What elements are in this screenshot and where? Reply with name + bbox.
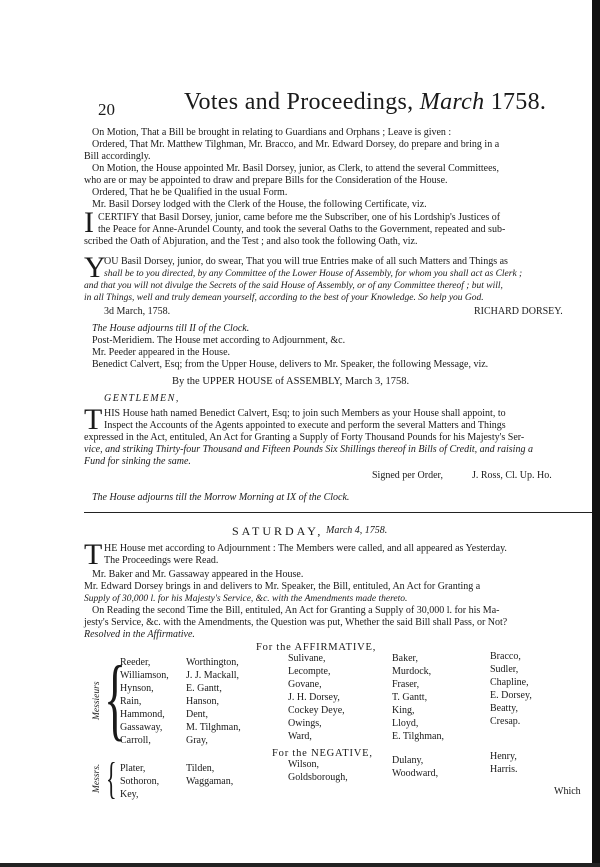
- affirmative-column: [392, 652, 444, 743]
- text-line: HIS House hath named Benedict Calvert, Esq; to join such Members as your House shall appoint, to: [104, 408, 506, 419]
- affirmative-column: [288, 652, 345, 743]
- salutation: GENTLEMEN,: [104, 393, 180, 404]
- member-name: E. Dorsey,: [490, 690, 532, 701]
- text-line: the Peace for Anne-Arundel County, and took the several Oaths to the Government, repeated and sub-: [98, 224, 506, 235]
- text-line: HE House met according to Adjournment : The Members were called, and all appeared as Yesterday.: [104, 543, 507, 554]
- text-line: shall be to you directed, by any Committee of the Lower House of Assembly, for whom you shall act as Clerk ;: [104, 269, 523, 279]
- bracket: {: [104, 647, 127, 749]
- member-name: Reeder,: [120, 657, 151, 668]
- member-name: Dulany,: [392, 755, 424, 766]
- member-name: M. Tilghman,: [186, 722, 241, 733]
- affirmative-heading: For the AFFIRMATIVE,: [256, 642, 377, 653]
- text-line: Bill accordingly.: [84, 151, 151, 162]
- member-name: Hanson,: [186, 696, 220, 707]
- bracket: {: [106, 754, 117, 803]
- text-line: Ordered, That he be Qualified in the usual Form.: [92, 187, 288, 198]
- scan-edge: [592, 0, 600, 867]
- scan-edge-bottom: [0, 863, 600, 867]
- text-line: The Proceedings were Read.: [104, 555, 219, 566]
- member-name: Sulivane,: [288, 653, 326, 664]
- text-line: Mr. Baker and Mr. Gassaway appeared in the House.: [92, 569, 304, 580]
- negative-column: [120, 762, 159, 801]
- day-heading: SATURDAY,: [232, 524, 324, 538]
- text-line: Mr. Edward Dorsey brings in and delivers to Mr. Speaker, the Bill, entituled, An Act for Granting a: [84, 581, 481, 592]
- member-name: Waggaman,: [186, 776, 234, 787]
- text-line: Benedict Calvert, Esq; from the Upper House, delivers to Mr. Speaker, the following Message, viz.: [92, 359, 489, 370]
- member-name: E. Gantt,: [186, 683, 222, 694]
- drop-cap: T: [84, 538, 103, 571]
- title-month: March: [419, 89, 485, 115]
- member-name: Cresap.: [490, 716, 521, 727]
- text-line: expressed in the Act, entituled, An Act for Granting a Supply of Forty Thousand Pounds for his Majesty's Ser-: [84, 432, 525, 443]
- member-name: Murdock,: [392, 666, 432, 677]
- member-name: Plater,: [120, 763, 146, 774]
- text-line: Supply of 30,000 l. for his Majesty's Service, &c. with the Amendments made thereto.: [84, 594, 408, 604]
- negative-column: [288, 758, 348, 784]
- member-name: Dent,: [186, 709, 208, 720]
- member-name: T. Gantt,: [392, 692, 428, 703]
- text-line: The House adjourns till the Morrow Morning at IX of the Clock.: [92, 492, 350, 503]
- text-line: in all Things, well and truly demean yourself, according to the best of your Knowledge. So help you God.: [84, 293, 484, 303]
- title-text: Votes and Proceedings,: [184, 89, 414, 115]
- negative-heading: For the NEGATIVE,: [272, 748, 373, 759]
- member-name: Harris.: [490, 764, 518, 775]
- member-name: Hammond,: [120, 709, 165, 720]
- member-name: Woodward,: [392, 768, 439, 779]
- message-heading: By the UPPER HOUSE of ASSEMBLY, March 3, 1758.: [172, 376, 410, 387]
- text-line: scribed the Oath of Abjuration, and the Test ; and also took the following Oath, viz.: [84, 236, 418, 247]
- affirmative-column: [186, 656, 241, 747]
- member-name: Sothoron,: [120, 776, 160, 787]
- negative-column: [490, 750, 518, 776]
- text-line: and that you will not divulge the Secrets of the said House of Assembly, or of any Committee thereof ; but will,: [84, 281, 503, 291]
- member-name: J. H. Dorsey,: [288, 692, 340, 703]
- text-line: Mr. Peeder appeared in the House.: [92, 347, 231, 358]
- text-line: Inspect the Accounts of the Agents appointed to execute and perform the several Matters and Things: [104, 420, 506, 431]
- text-line: Mr. Basil Dorsey lodged with the Clerk of the House, the following Certificate, viz.: [92, 199, 427, 210]
- member-name: Worthington,: [186, 657, 239, 668]
- member-name: Govane,: [288, 679, 322, 690]
- text-line: On Reading the second Time the Bill, entituled, An Act for Granting a Supply of 30,000 l. for his Ma-: [92, 605, 500, 616]
- drop-cap: T: [84, 403, 103, 436]
- text-line: On Motion, the House appointed Mr. Basil Dorsey, junior, as Clerk, to attend the several Committees,: [92, 163, 499, 174]
- page-title: [184, 89, 546, 116]
- text-line: OU Basil Dorsey, junior, do swear, That you will true Entries make of all such Matters and Things as: [104, 256, 508, 267]
- member-name: Rain,: [120, 696, 142, 707]
- text-line: Resolved in the Affirmative.: [84, 629, 195, 640]
- member-name: Ward,: [288, 731, 312, 742]
- divider: [84, 512, 594, 513]
- signed-line: Signed per Order,: [372, 470, 443, 481]
- member-name: E. Tilghman,: [392, 731, 444, 742]
- negative-column: [186, 762, 233, 788]
- member-name: Lecompte,: [288, 666, 331, 677]
- text-line: CERTIFY that Basil Dorsey, junior, came before me the Subscriber, one of his Lordship's Justices of: [98, 212, 501, 223]
- member-name: Owings,: [288, 718, 322, 729]
- drop-cap: I: [84, 206, 94, 239]
- member-name: Chapline,: [490, 677, 529, 688]
- member-name: Cockey Deye,: [288, 705, 345, 716]
- affirmative-column: [120, 656, 169, 747]
- text-line: Ordered, That Mr. Matthew Tilghman, Mr. Bracco, and Mr. Edward Dorsey, do prepare and bring in a: [92, 139, 500, 150]
- signature: RICHARD DORSEY.: [474, 306, 563, 317]
- text-line: On Motion, That a Bill be brought in relating to Guardians and Orphans ; Leave is given :: [92, 127, 452, 138]
- member-name: Lloyd,: [392, 718, 419, 729]
- text-line: who are or may be appointed to draw and prepare Bills for the Consideration of the House.: [84, 175, 448, 186]
- member-name: Baker,: [392, 653, 418, 664]
- member-name: Henry,: [490, 751, 517, 762]
- text-line: Fund for sinking the same.: [84, 456, 191, 467]
- day-date: March 4, 1758.: [326, 525, 388, 536]
- catchword: Which: [554, 786, 581, 797]
- text-line: vice, and striking Thirty-four Thousand and Fifteen Pounds Six Shillings thereof in Bills of Credit, and raising a: [84, 444, 533, 455]
- member-name: Tilden,: [186, 763, 215, 774]
- member-name: Bracco,: [490, 651, 521, 662]
- member-name: Sudler,: [490, 664, 519, 675]
- member-name: Carroll,: [120, 735, 151, 746]
- affirmative-column: [490, 650, 532, 728]
- clerk-signature: J. Ross, Cl. Up. Ho.: [472, 470, 552, 481]
- drop-cap: Y: [84, 251, 106, 284]
- member-name: J. J. Mackall,: [186, 670, 240, 681]
- member-name: King,: [392, 705, 415, 716]
- text-line: Post-Meridiem. The House met according to Adjournment, &c.: [92, 335, 346, 346]
- member-name: Williamson,: [120, 670, 169, 681]
- member-name: Gray,: [186, 735, 208, 746]
- member-name: Hynson,: [120, 683, 154, 694]
- member-name: Beatty,: [490, 703, 518, 714]
- date-line: 3d March, 1758.: [104, 306, 171, 317]
- text-line: The House adjourns till II of the Clock.: [92, 323, 250, 334]
- member-name: Wilson,: [288, 759, 319, 770]
- negative-column: [392, 754, 438, 780]
- affirmative-label: Messieurs: [92, 681, 102, 720]
- negative-label: Messrs.: [92, 763, 102, 793]
- title-year: 1758.: [490, 89, 547, 115]
- text-line: jesty's Service, &c. with the Amendments, the Question was put, Whether the said Bill shall Pass, or Not?: [84, 617, 508, 628]
- member-name: Gassaway,: [120, 722, 163, 733]
- member-name: Key,: [120, 789, 139, 800]
- member-name: Goldsborough,: [288, 772, 348, 783]
- page-number: 20: [98, 100, 115, 119]
- member-name: Fraser,: [392, 679, 420, 690]
